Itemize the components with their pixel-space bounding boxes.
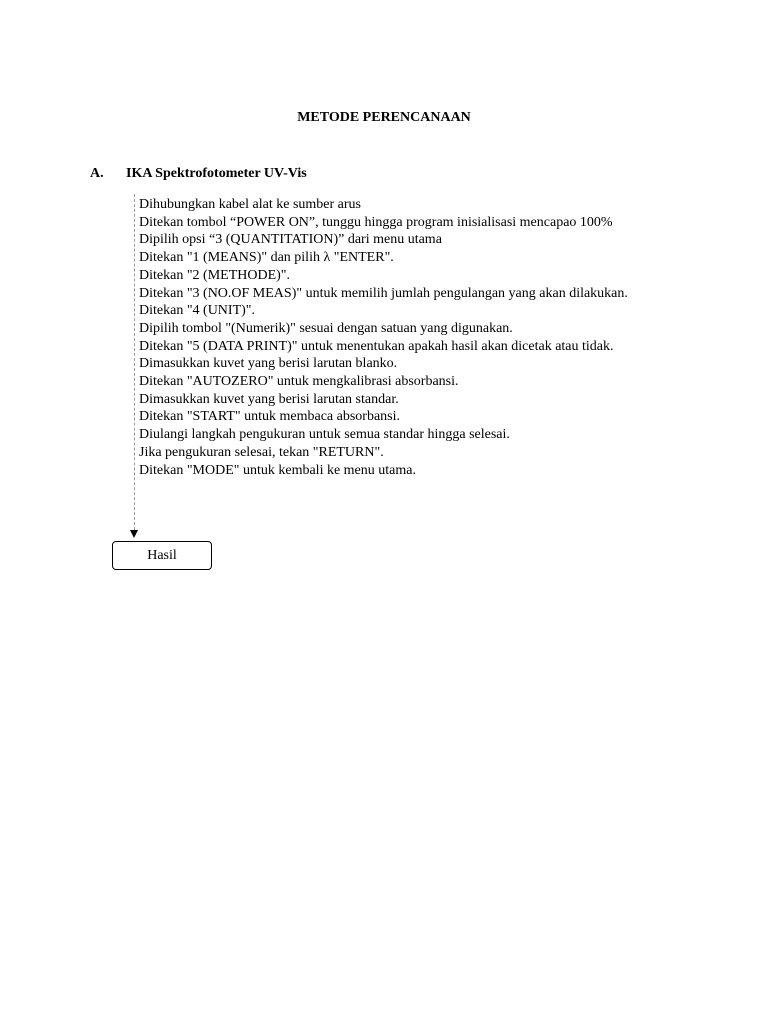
section-heading (90, 165, 307, 183)
procedure-step: Dipilih tombol "(Numerik)" sesuai dengan satuan yang digunakan. (139, 320, 513, 336)
procedure-step: Ditekan "START" untuk membaca absorbansi. (139, 409, 401, 425)
procedure-step: Ditekan "5 (DATA PRINT)" untuk menentukan apakah hasil akan dicetak atau tidak. (139, 338, 614, 354)
procedure-step: Dimasukkan kuvet yang berisi larutan standar. (139, 391, 399, 407)
procedure-step: Dimasukkan kuvet yang berisi larutan blanko. (139, 356, 398, 372)
arrow-down-icon (130, 530, 138, 538)
page-title: METODE PERENCANAAN (297, 110, 471, 125)
procedure-step: Jika pengukuran selesai, tekan "RETURN". (139, 444, 384, 460)
procedure-steps-list (139, 196, 628, 479)
procedure-step: Ditekan "2 (METHODE)". (139, 267, 291, 283)
procedure-step: Ditekan tombol “POWER ON”, tunggu hingga program inisialisasi mencapao 100% (139, 214, 613, 230)
result-box: Hasil (112, 541, 212, 570)
procedure-step: Ditekan "AUTOZERO" untuk mengkalibrasi absorbansi. (139, 374, 459, 390)
procedure-step: Diulangi langkah pengukuran untuk semua standar hingga selesai. (139, 427, 510, 443)
procedure-step: Dipilih opsi “3 (QUANTITATION)” dari menu utama (139, 232, 442, 248)
procedure-step: Ditekan "1 (MEANS)" dan pilih λ "ENTER". (139, 250, 394, 266)
procedure-step: Ditekan "4 (UNIT)". (139, 303, 256, 319)
procedure-step: Dihubungkan kabel alat ke sumber arus (139, 197, 361, 212)
section-letter: A. (90, 166, 104, 181)
procedure-step: Ditekan "3 (NO.OF MEAS)" untuk memilih jumlah pengulangan yang akan dilakukan. (139, 285, 628, 301)
flow-connector-line (134, 194, 135, 530)
procedure-step: Ditekan "MODE" untuk kembali ke menu utama. (139, 462, 416, 478)
section-title: IKA Spektrofotometer UV-Vis (126, 166, 307, 181)
